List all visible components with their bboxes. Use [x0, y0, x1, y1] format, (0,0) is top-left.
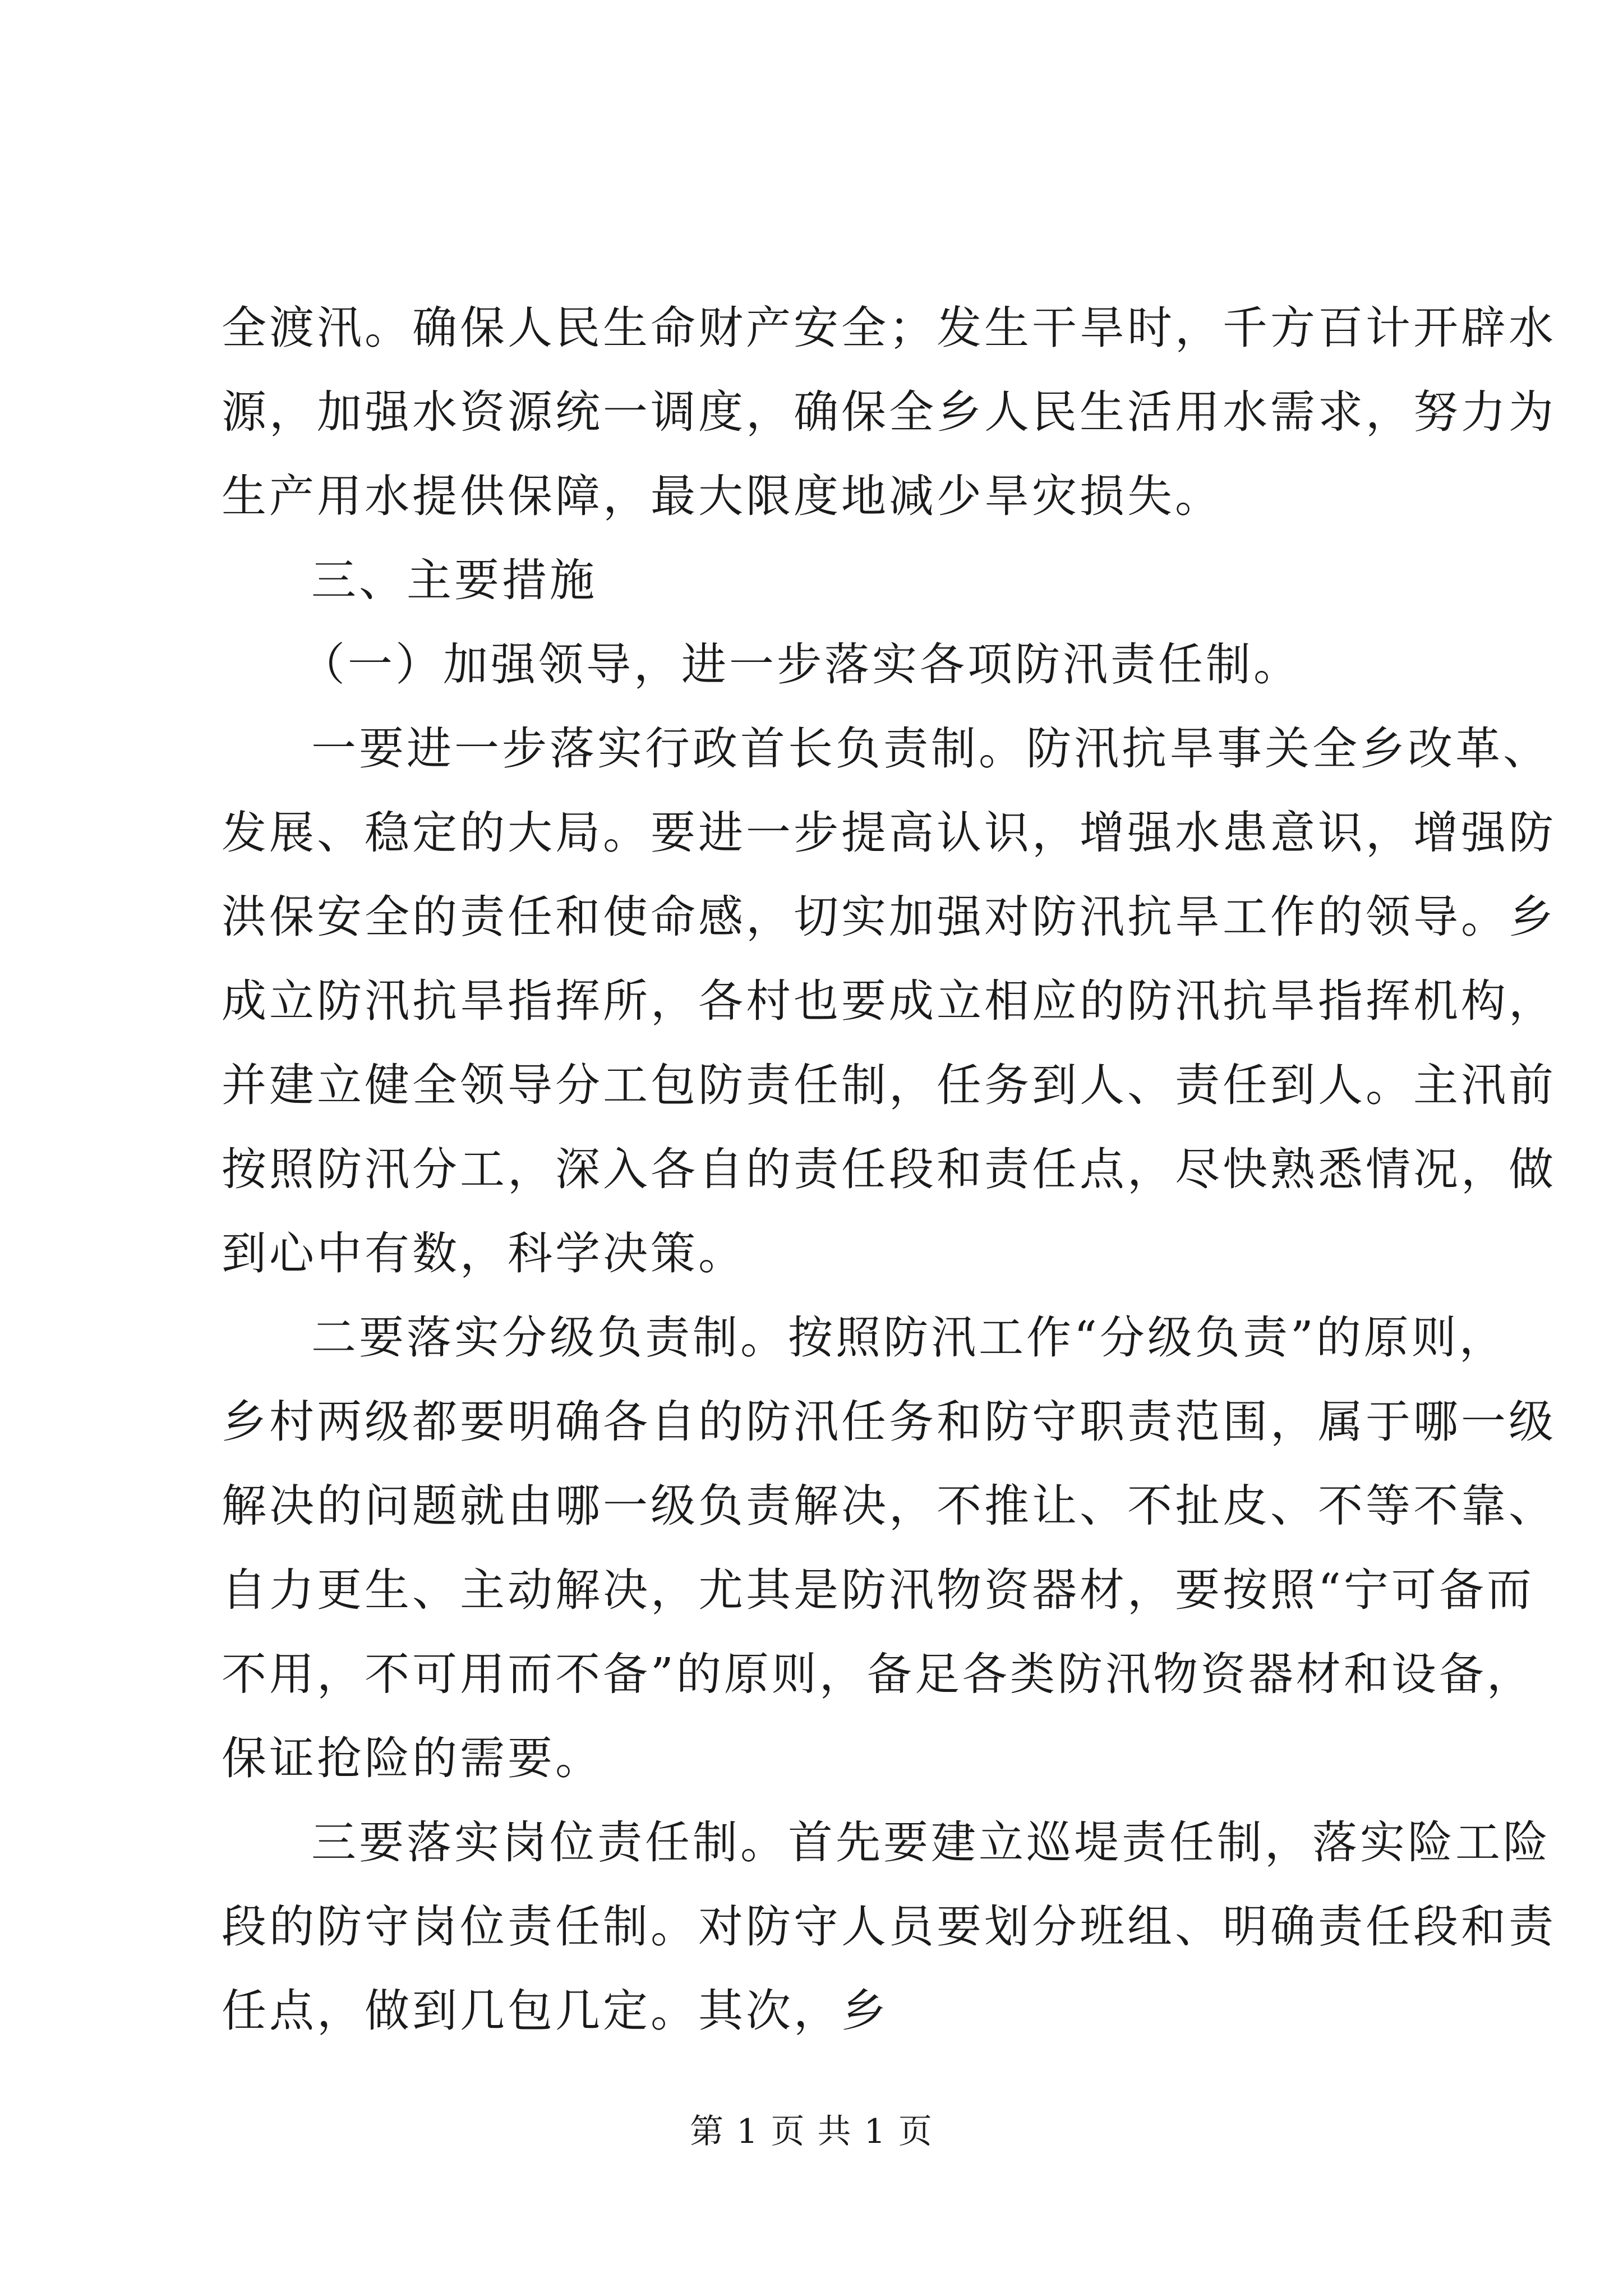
body-line: 源，加强水资源统一调度，确保全乡人民生活用水需求，努力为: [222, 386, 1556, 438]
paragraph-start-line: 三要落实岗位责任制。首先要建立巡堤责任制，落实险工险: [311, 1816, 1551, 1869]
body-line: 乡村两级都要明确各自的防汛任务和防守职责范围，属于哪一级: [222, 1396, 1556, 1448]
body-line: 到心中有数，科学决策。: [222, 1227, 746, 1280]
page-footer: [0, 2109, 1623, 2154]
body-line: 保证抢险的需要。: [222, 1732, 603, 1784]
subsection-heading: （一）加强领导，进一步落实各项防汛责任制。: [300, 638, 1301, 691]
body-line: 任点，做到几包几定。其次，乡: [222, 1985, 889, 2037]
body-line: 成立防汛抗旱指挥所，各村也要成立相应的防汛抗旱指挥机构，: [222, 975, 1556, 1027]
body-line: 并建立健全领导分工包防责任制，任务到人、责任到人。主汛前: [222, 1059, 1556, 1111]
body-line: 不用，不可用而不备”的原则，备足各类防汛物资器材和设备，: [222, 1648, 1534, 1700]
body-line: 生产用水提供保障，最大限度地减少旱灾损失。: [222, 470, 1223, 522]
body-line: 洪保安全的责任和使命感，切实加强对防汛抗旱工作的领导。乡: [222, 891, 1556, 943]
body-line: 自力更生、主动解决，尤其是防汛物资器材，要按照“宁可备而: [222, 1564, 1534, 1616]
body-line: 解决的问题就由哪一级负责解决，不推让、不扯皮、不等不靠、: [222, 1480, 1556, 1532]
section-heading: 三、主要措施: [311, 554, 597, 606]
body-line: 段的防守岗位责任制。对防守人员要划分班组、明确责任段和责: [222, 1901, 1556, 1953]
body-line: 全渡汛。确保人民生命财产安全；发生干旱时，千方百计开辟水: [222, 302, 1556, 354]
paragraph-start-line: 二要落实分级负责制。按照防汛工作“分级负责”的原则，: [311, 1312, 1507, 1364]
paragraph-start-line: 一要进一步落实行政首长负责制。防汛抗旱事关全乡改革、: [311, 723, 1551, 775]
document-body: [222, 286, 1556, 2053]
body-line: 按照防汛分工，深入各自的责任段和责任点，尽快熟悉情况，做: [222, 1143, 1556, 1195]
page-number-label: 第 1 页 共 1 页: [690, 2112, 933, 2151]
body-line: 发展、稳定的大局。要进一步提高认识，增强水患意识，增强防: [222, 807, 1556, 859]
